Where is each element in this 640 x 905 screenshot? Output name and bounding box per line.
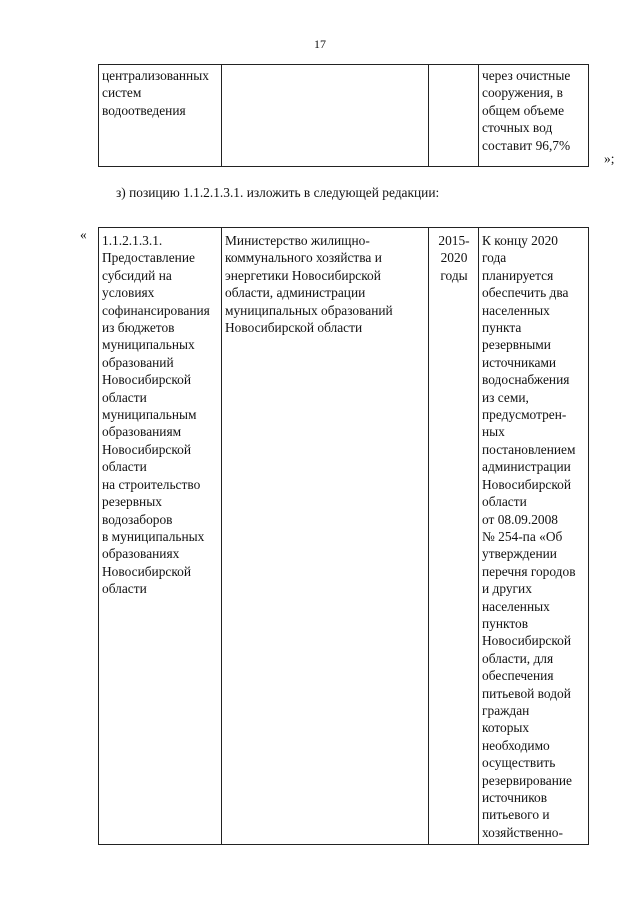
table-cell-responsible: Министерство жилищно- коммунального хозяйства и энергетики Новосибирской области, администрации муниципальных образований Новосибирской области — [222, 228, 429, 845]
table-cell-result: К концу 2020 года планируется обеспечить два населенных пункта резервными источниками водоснабжения из семи, предусмотрен- ных постановлением администрации Новосибирской области от 08.09.2008 № 254-па «Об утверждении перечня городов и других населенных пунктов Новосибирской области, для обеспечения питьевой водой граждан которых необходимо осуществить резервирование источников питьевого и хозяйственно- — [479, 228, 589, 845]
table-cell-period: 2015- 2020 годы — [429, 228, 479, 845]
table-cell-result: через очистные сооружения, в общем объеме сточных вод составит 96,7% — [479, 65, 589, 167]
instruction-text: з) позицию 1.1.2.1.3.1. изложить в следующей редакции: — [116, 185, 440, 200]
table-continuation — [98, 64, 589, 167]
table-position — [98, 227, 589, 845]
page-number: 17 — [314, 37, 326, 51]
table-row — [99, 65, 589, 167]
opening-quote: « — [80, 227, 87, 242]
table-row — [99, 228, 589, 845]
closing-quote: »; — [604, 151, 615, 166]
table-cell-responsible — [222, 65, 429, 167]
table-cell-period — [429, 65, 479, 167]
table-cell-item: централизованных систем водоотведения — [99, 65, 222, 167]
table-cell-item: 1.1.2.1.3.1. Предоставление субсидий на условиях софинансирования из бюджетов муниципальных образований Новосибирской области муниципальным образованиям Новосибирской области на строительство резервных водозаборов в муниципальных образованиях Новосибирской области — [99, 228, 222, 845]
